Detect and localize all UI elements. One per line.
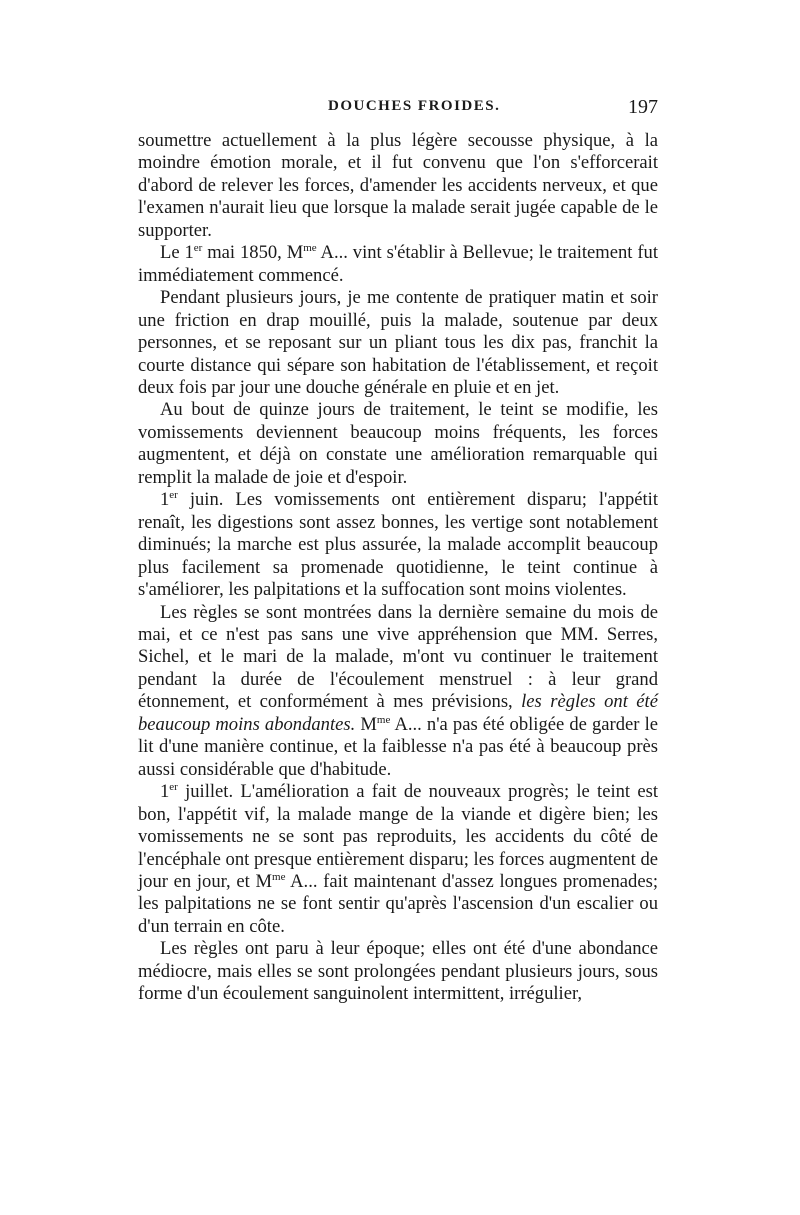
paragraph-2-part-a: Le 1 [160,242,194,264]
paragraph-2-part-b: mai 1850, M [202,242,304,264]
paragraph-5-part-a: 1 [160,489,170,511]
superscript-er: er [169,489,178,502]
paragraph-5-part-b: juin. Les vomissements ont entièrement disparu; l'appétit renaît, les digestions sont assez bonnes, les vertige sont notablement diminués; la marche est plus assurée, la malade accomplit beaucoup plus facilement sa promenade quotidienne, le teint continue à s'améliorer, les palpitations et la suffocation sont moins violentes. [138,489,658,601]
page-header [138,98,658,124]
superscript-er: er [193,242,203,255]
paragraph-7-part-a: 1 [160,781,170,803]
paragraph-6-part-c: A... n'a pas été obligée de garder le lit d'une manière continue, et la faiblesse n'a pas été à beaucoup près aussi considérable que d'habitude. [138,713,659,780]
superscript-me: me [303,242,317,255]
body-text [138,130,658,1006]
paragraph-4: Au bout de quinze jours de traitement, le teint se modifie, les vomissements deviennent beaucoup moins fréquents, les forces augmentent, et déjà on constate une amélioration remarquable qui remplit la malade de joie et d'espoir. [138,399,658,488]
paragraph-6-part-a: Les règles se sont montrées dans la dernière semaine du mois de mai, et ce n'est pas sans une vive appréhension que MM. Serres, Sichel, et le mari de la malade, m'ont vu continuer le traitement pendant la durée de l'écoulement menstruel : à leur grand étonnement, et conformément à mes prévisions, [138,601,658,713]
paragraph-2-part-c: A... vint s'établir à Bellevue; le traitement fut immédiatement commencé. [138,242,659,286]
paragraph-3: Pendant plusieurs jours, je me contente de pratiquer matin et soir une friction en drap mouillé, puis la malade, soutenue par deux personnes, et se reposant sur un pliant tous les dix pas, franchit la courte distance qui sépare son habitation de l'établissement, et reçoit deux fois par jour une douche générale en pluie et en jet. [138,287,658,398]
paragraph-5 [138,489,658,601]
paragraph-6 [138,602,658,782]
paragraph-7-part-b: juillet. L'amélioration a fait de nouveaux progrès; le teint est bon, l'appétit vif, la malade mange de la viande et digère bien; les vomissements ne se sont pas reproduits, les accidents du côté de l'encéphale ont presque entièrement disparu; les forces augmentent de jour en jour, et M [138,781,658,892]
paragraph-7-part-c: A... fait maintenant d'assez longues promenades; les palpitations ne se font sentir qu'après l'ascension d'un escalier ou d'un terrain en côte. [138,870,658,937]
superscript-me: me [376,713,391,726]
page-number: 197 [628,96,658,118]
paragraph-1: soumettre actuellement à la plus légère secousse physique, à la moindre émotion morale, et il fut convenu que l'on s'efforcerait d'abord de relever les forces, d'amender les accidents nerveux, et que l'examen n'aurait lieu que lorsque la malade serait jugée capable de le supporter. [138,130,658,241]
paragraph-6-italic: les règles ont été beaucoup moins abondantes. [138,691,658,735]
paragraph-8: Les règles ont paru à leur époque; elles ont été d'une abondance médiocre, mais elles se sont prolongées pendant plusieurs jours, sous forme d'un écoulement sanguinolent intermittent, irrégulier, [138,938,658,1005]
running-title: DOUCHES FROIDES. [328,98,501,114]
superscript-er: er [169,780,178,793]
paragraph-2 [138,242,658,287]
superscript-me: me [272,870,286,883]
paragraph-6-part-b: M [355,713,377,735]
paragraph-7 [138,781,658,938]
